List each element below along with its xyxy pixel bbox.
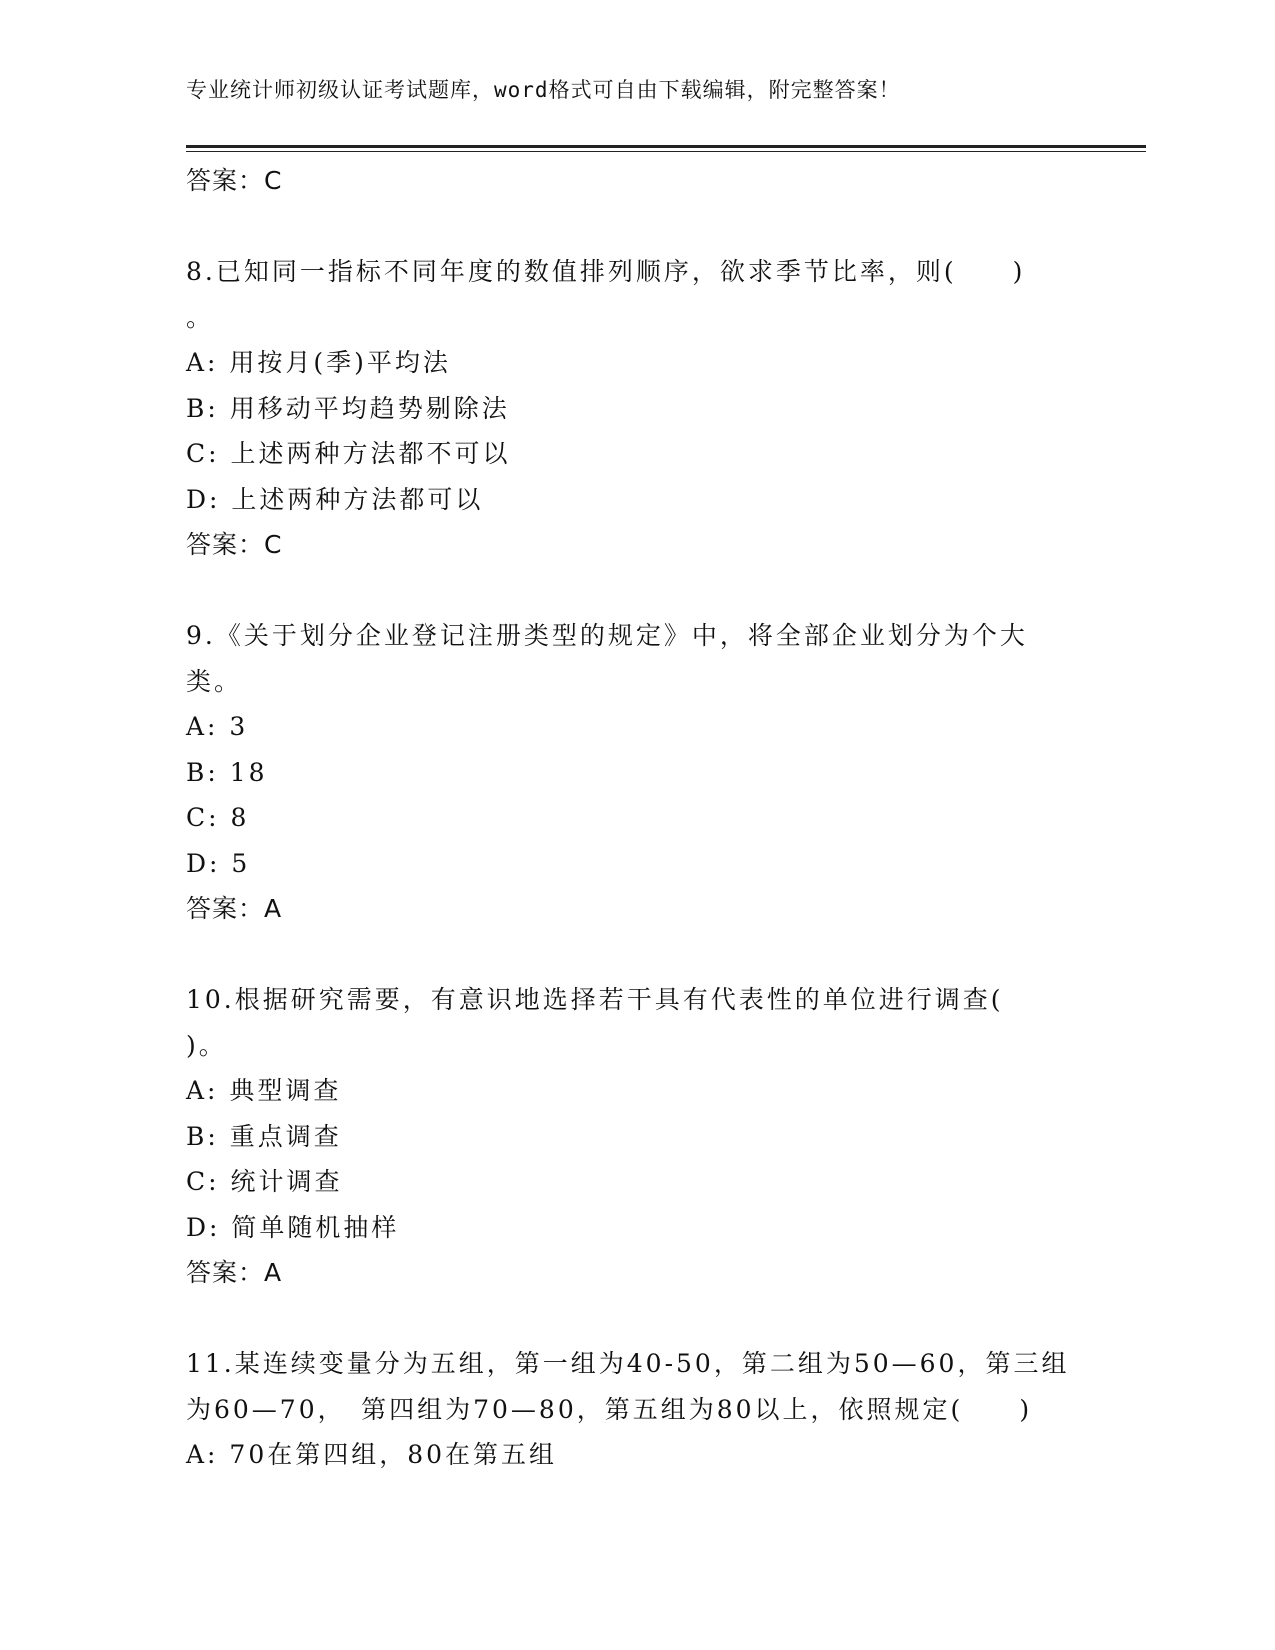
spacer (186, 932, 1086, 978)
question-stem: )。 (186, 1030, 227, 1060)
answer-line: 答案：C (186, 166, 283, 195)
option-b: B: 18 (186, 757, 268, 787)
option-a: A: 典型调查 (186, 1076, 342, 1105)
page-header: 专业统计师初级认证考试题库，word格式可自由下载编辑，附完整答案！ (186, 78, 901, 102)
option-d: D: 上述两种方法都可以 (186, 484, 484, 514)
question-stem: 。 (186, 302, 215, 332)
question-stem: 8.已知同一指标不同年度的数值排列顺序，欲求季节比率，则( ) (186, 257, 1026, 286)
header-rule-thick (186, 145, 1146, 148)
header-rule-thin (186, 151, 1146, 152)
option-c: C: 8 (186, 803, 250, 832)
option-a: A: 用按月(季)平均法 (186, 348, 451, 377)
question-stem: 10.根据研究需要，有意识地选择若干具有代表性的单位进行调查( (186, 985, 1004, 1014)
question-stem: 11.某连续变量分为五组，第一组为40-50，第二组为50—60，第三组 (186, 1349, 1070, 1378)
answer-line: 答案：A (186, 894, 283, 923)
option-c: C: 上述两种方法都不可以 (186, 439, 511, 468)
question-8 (186, 249, 1086, 568)
option-a: A: 70在第四组，80在第五组 (186, 1440, 558, 1469)
spacer (186, 1296, 1086, 1342)
answer-line: 答案：C (186, 530, 283, 559)
option-a: A: 3 (186, 712, 249, 741)
spacer (186, 204, 1086, 250)
question-stem: 为60—70， 第四组为70—80，第五组为80以上，依照规定( ) (186, 1394, 1033, 1424)
option-d: D: 简单随机抽样 (186, 1212, 400, 1242)
question-stem: 9.《关于划分企业登记注册类型的规定》中，将全部企业划分为个大 (186, 621, 1028, 650)
spacer (186, 568, 1086, 614)
option-b: B: 用移动平均趋势剔除法 (186, 393, 510, 423)
option-b: B: 重点调查 (186, 1121, 342, 1151)
question-9 (186, 613, 1086, 932)
question-stem: 类。 (186, 666, 243, 696)
question-11 (186, 1341, 1086, 1478)
question-list (186, 158, 1086, 1478)
option-d: D: 5 (186, 848, 251, 878)
question-10 (186, 977, 1086, 1296)
answer-line: 答案：A (186, 1258, 283, 1287)
option-c: C: 统计调查 (186, 1167, 343, 1196)
